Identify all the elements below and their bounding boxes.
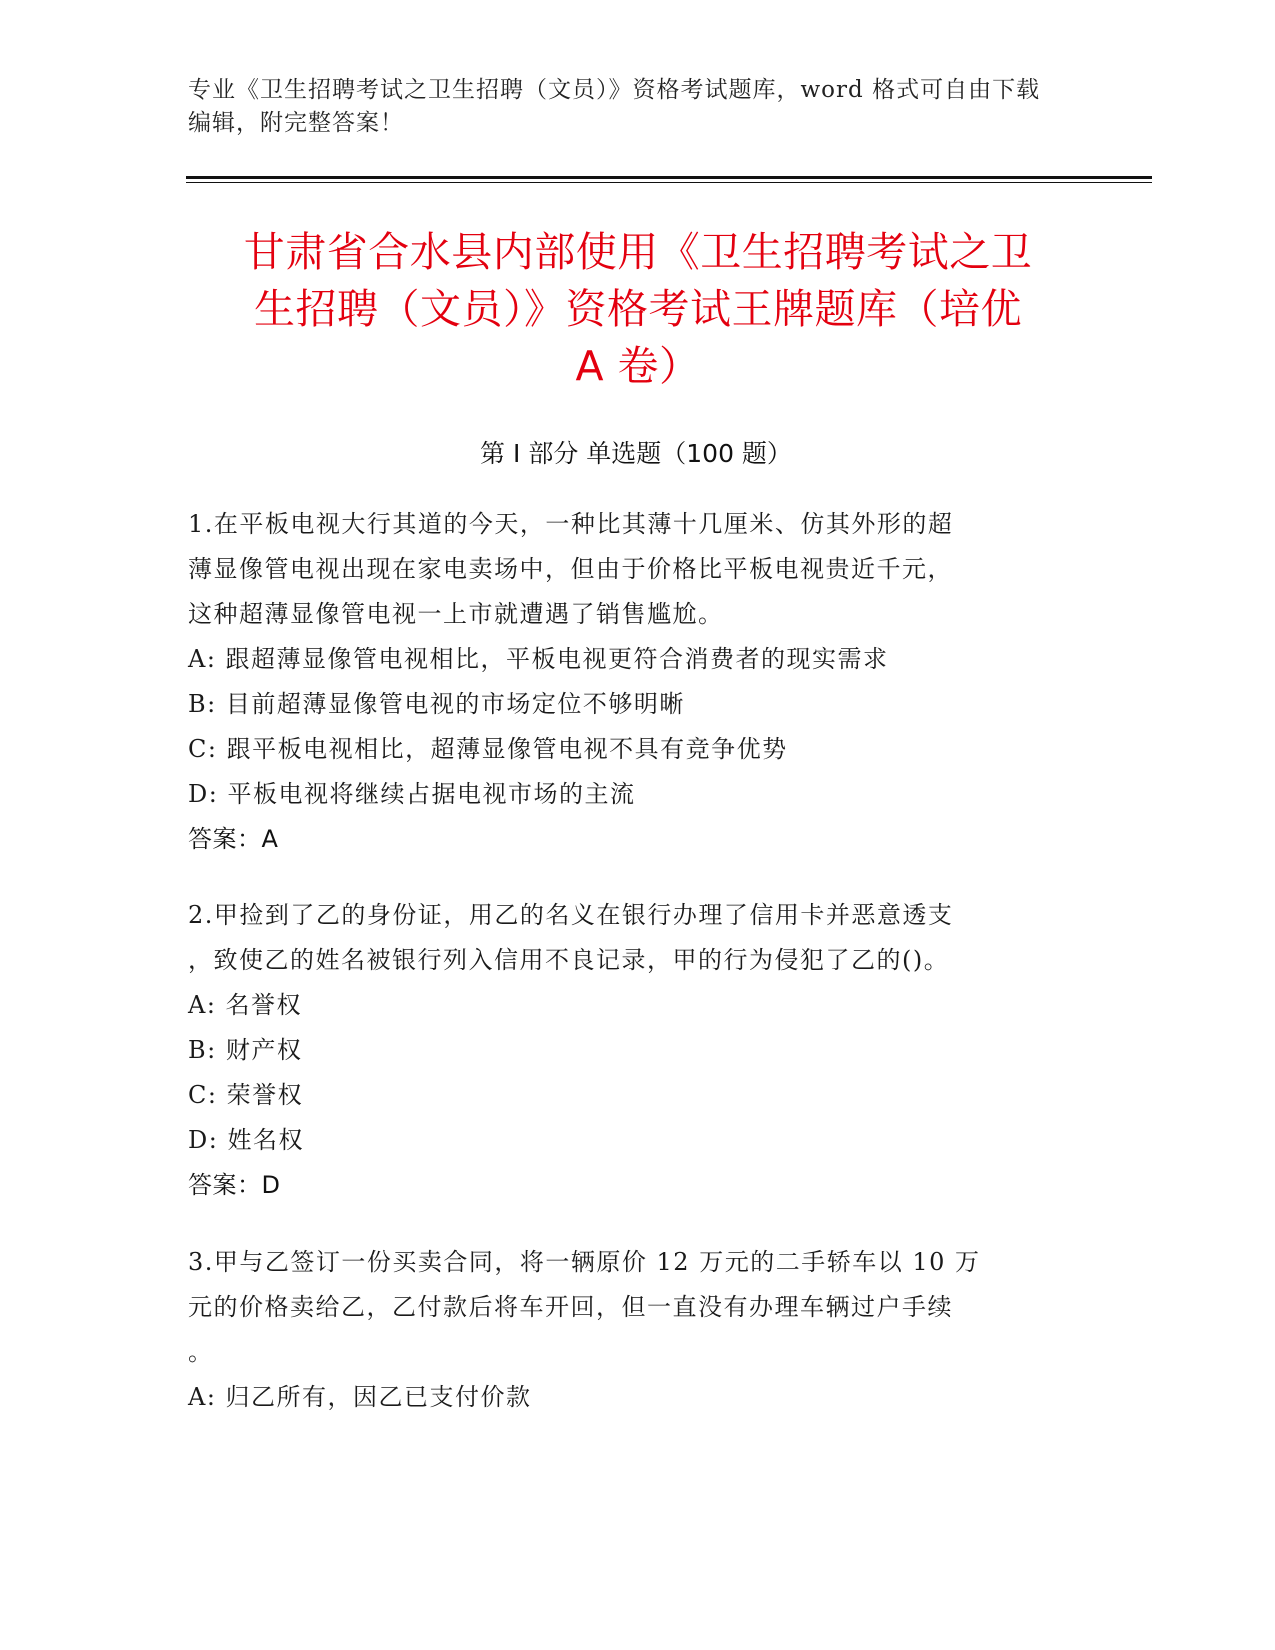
document-title [180, 224, 1096, 395]
question-3-stem-line-2: 元的价格卖给乙，乙付款后将车开回，但一直没有办理车辆过户手续 [188, 1293, 953, 1321]
question-1-stem-line-1: 1.在平板电视大行其道的今天，一种比其薄十几厘米、仿其外形的超 [188, 510, 954, 538]
document-title-line-3: A 卷） [575, 342, 701, 390]
question-1-option-c: C: 跟平板电视相比，超薄显像管电视不具有竞争优势 [188, 735, 788, 763]
header-note-line-1: 专业《卫生招聘考试之卫生招聘（文员）》资格考试题库，word 格式可自由下载 [188, 77, 1041, 103]
question-2-option-c: C: 荣誉权 [188, 1081, 304, 1109]
question-3-stem-line-3: 。 [188, 1338, 214, 1366]
question-1 [188, 502, 1078, 862]
question-2-option-a: A: 名誉权 [188, 991, 303, 1019]
question-3-option-a: A: 归乙所有，因乙已支付价款 [188, 1383, 532, 1411]
question-3 [188, 1240, 1078, 1420]
question-2-option-d: D: 姓名权 [188, 1126, 304, 1154]
header-divider-thick [186, 176, 1152, 179]
question-1-answer: 答案：A [188, 825, 279, 853]
document-title-line-1: 甘肃省合水县内部使用《卫生招聘考试之卫 [243, 228, 1033, 276]
header-note-line-2: 编辑，附完整答案！ [188, 110, 404, 136]
document-title-line-2: 生招聘（文员）》资格考试王牌题库（培优 [254, 285, 1022, 333]
question-2-stem-line-2: ，致使乙的姓名被银行列入信用不良记录，甲的行为侵犯了乙的()。 [188, 946, 950, 974]
section-title: 第 I 部分 单选题（100 题） [480, 439, 792, 468]
header-divider-thin [186, 182, 1152, 183]
question-2 [188, 893, 1078, 1208]
question-2-option-b: B: 财产权 [188, 1036, 303, 1064]
question-1-option-a: A: 跟超薄显像管电视相比，平板电视更符合消费者的现实需求 [188, 645, 889, 673]
question-1-stem-line-3: 这种超薄显像管电视一上市就遭遇了销售尴尬。 [188, 600, 724, 628]
question-3-stem-line-1: 3.甲与乙签订一份买卖合同，将一辆原价 12 万元的二手轿车以 10 万 [188, 1248, 981, 1276]
question-1-option-d: D: 平板电视将继续占据电视市场的主流 [188, 780, 636, 808]
question-1-stem-line-2: 薄显像管电视出现在家电卖场中，但由于价格比平板电视贵近千元， [188, 555, 953, 583]
header-note [188, 74, 1078, 140]
question-2-stem-line-1: 2.甲捡到了乙的身份证，用乙的名义在银行办理了信用卡并恶意透支 [188, 901, 954, 929]
question-1-option-b: B: 目前超薄显像管电视的市场定位不够明晰 [188, 690, 685, 718]
question-2-answer: 答案：D [188, 1171, 281, 1199]
